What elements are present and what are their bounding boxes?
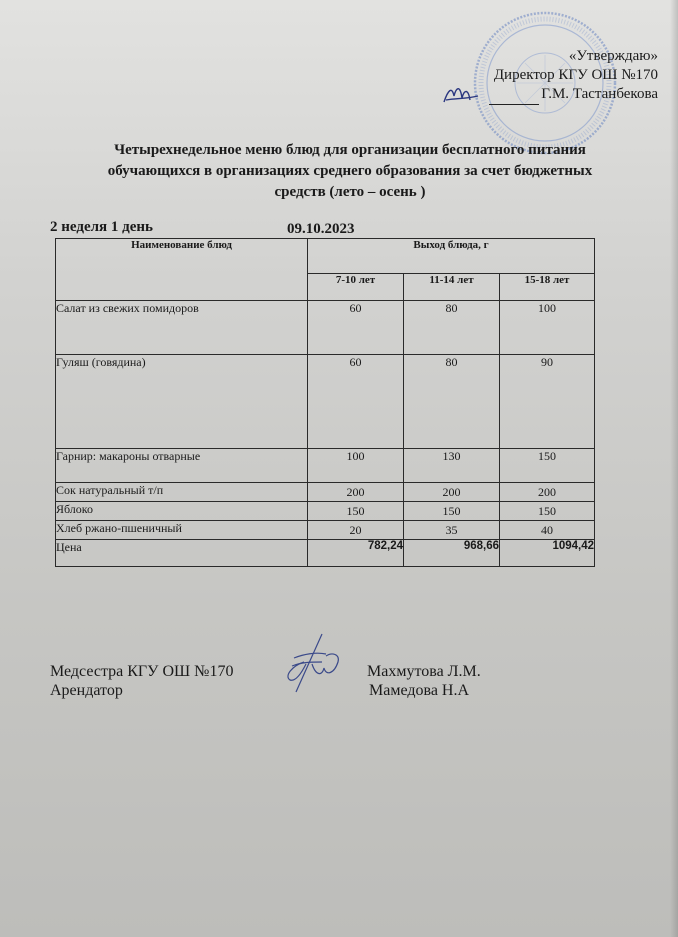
approval-block — [489, 47, 658, 105]
dish-yield: 20 — [308, 521, 404, 540]
dish-name: Салат из свежих помидоров — [56, 301, 308, 355]
director-name: Г.М. Тастанбекова — [541, 86, 658, 102]
tenant-name: Мамедова Н.А — [369, 682, 470, 699]
dish-yield: 40 — [500, 521, 595, 540]
nurse-name: Махмутова Л.М. — [367, 663, 481, 680]
price-15-18: 1094,42 — [500, 540, 595, 567]
dish-yield: 150 — [500, 449, 595, 483]
dish-yield: 150 — [308, 502, 404, 521]
dish-name: Сок натуральный т/п — [56, 483, 308, 502]
table-row — [56, 449, 595, 483]
dish-name: Хлеб ржано-пшеничный — [56, 521, 308, 540]
dish-yield: 80 — [404, 301, 500, 355]
nurse-title: Медсестра КГУ ОШ №170 — [50, 663, 234, 680]
dish-yield: 150 — [404, 502, 500, 521]
dish-yield: 200 — [308, 483, 404, 502]
table-row — [56, 483, 595, 502]
header-age-7-10: 7-10 лет — [308, 274, 404, 301]
title-line-3: средств (лето – осень ) — [274, 184, 426, 200]
dish-yield: 80 — [404, 355, 500, 449]
dish-name: Гуляш (говядина) — [56, 355, 308, 449]
dish-yield: 130 — [404, 449, 500, 483]
menu-date: 09.10.2023 — [287, 221, 355, 237]
price-label: Цена — [56, 540, 308, 567]
header-dish-name: Наименование блюд — [56, 239, 308, 301]
title-line-1: Четырехнедельное меню блюд для организации бесплатного питания — [114, 142, 586, 158]
document-title — [60, 140, 640, 203]
table-row — [56, 502, 595, 521]
approval-signatory — [489, 85, 658, 105]
dish-yield: 150 — [500, 502, 595, 521]
approval-position: Директор КГУ ОШ №170 — [493, 67, 658, 83]
price-row — [56, 540, 595, 567]
dish-yield: 100 — [500, 301, 595, 355]
price-7-10: 782,24 — [308, 540, 404, 567]
table-row — [56, 355, 595, 449]
dish-yield: 90 — [500, 355, 595, 449]
week-day-label: 2 неделя 1 день — [50, 219, 153, 235]
dish-name: Гарнир: макароны отварные — [56, 449, 308, 483]
dish-yield: 200 — [404, 483, 500, 502]
dish-yield: 100 — [308, 449, 404, 483]
table-row — [56, 301, 595, 355]
signature-line — [489, 85, 539, 105]
header-age-11-14: 11-14 лет — [404, 274, 500, 301]
price-11-14: 968,66 — [404, 540, 500, 567]
nurse-signature-icon — [282, 632, 342, 694]
table-row — [56, 521, 595, 540]
dish-yield: 60 — [308, 355, 404, 449]
header-yield: Выход блюда, г — [308, 239, 595, 274]
dish-yield: 35 — [404, 521, 500, 540]
header-age-15-18: 15-18 лет — [500, 274, 595, 301]
dish-name: Яблоко — [56, 502, 308, 521]
dish-yield: 200 — [500, 483, 595, 502]
tenant-title: Арендатор — [50, 682, 123, 699]
dish-yield: 60 — [308, 301, 404, 355]
director-signature-icon — [440, 82, 484, 106]
page-edge-shadow — [670, 0, 678, 937]
table-header-row — [56, 239, 595, 274]
menu-table — [55, 238, 595, 567]
approval-heading: «Утверждаю» — [568, 48, 658, 64]
title-line-2: обучающихся в организациях среднего образования за счет бюджетных — [107, 163, 593, 179]
